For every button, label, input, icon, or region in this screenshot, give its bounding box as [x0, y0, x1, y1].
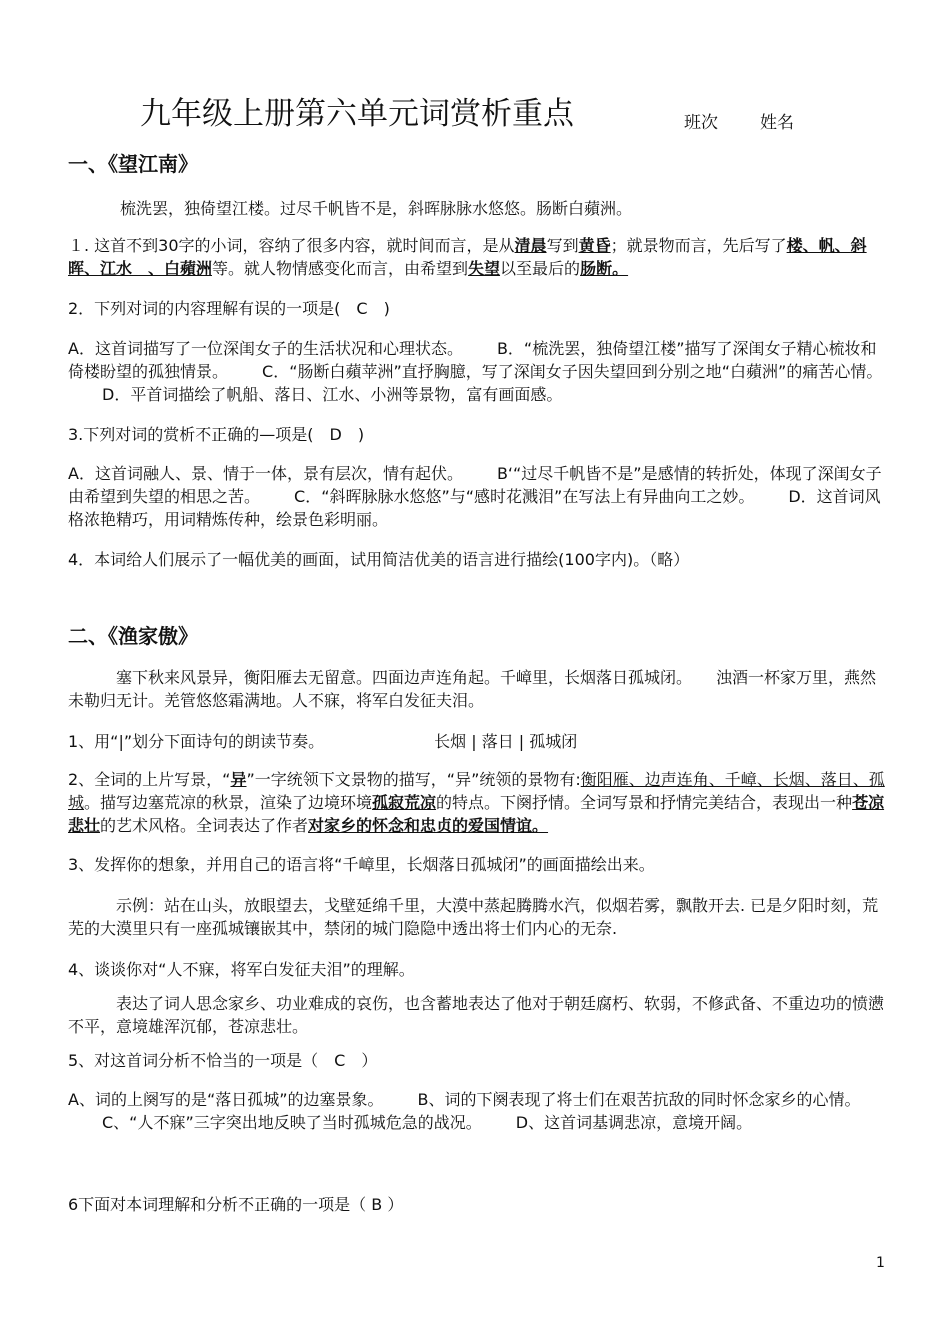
s1-question-1: １. 这首不到30字的小词，容纳了很多内容，就时间而言，是从清晨写到黄昏；就景物而言，先后写了楼、帆、斜晖、江水 、白蘋洲等。就人物情感变化而言，由希望到失望以至最后的肠断。 — [68, 236, 867, 278]
s1-question-2-stem: 2．下列对词的内容理解有误的一项是( C ) — [68, 299, 390, 318]
s2-question-3: 3、发挥你的想象，并用自己的语言将“千嶂里，长烟落日孤城闭”的画面描绘出来。 — [68, 855, 655, 874]
s2-question-4-answer: 表达了词人思念家乡、功业难成的哀伤，也含蓄地表达了他对于朝廷腐朽、软弱，不修武备、不重边功的愤懑不平，意境雄浑沉郁，苍凉悲壮。 — [68, 994, 885, 1036]
name-label: 姓名 — [760, 113, 794, 133]
s1-question-4: 4．本词给人们展示了一幅优美的画面，试用简洁优美的语言进行描绘(100字内)。（略） — [68, 550, 690, 569]
s1-question-2-options: A．这首词描写了一位深闺女子的生活状况和心理状态。 B．“梳洗罢，独倚望江楼”描写了深闺女子精心梳妆和倚楼盼望的孤独情景。 C．“肠断白蘋苹洲”直抒胸臆，写了深闺女子因失望回到分别之地“白蘋洲”的痛苦心情。D．平首词描绘了帆船、落日、江水、小洲等景物，富有画面感。 — [68, 339, 883, 404]
section-1-heading: 一、《望江南》 — [68, 152, 198, 176]
rhythm-answer: 长烟 | 落日 | 孤城闭 — [434, 732, 578, 751]
page-title: 九年级上册第六单元词赏析重点 — [140, 96, 574, 132]
s2-question-5-options: A、词的上阕写的是“落日孤城”的边塞景象。 B、词的下阕表现了将士们在艰苦抗敌的同时怀念家乡的心情。C、“人不寐”三字突出地反映了当时孤城危急的战况。 D、这首词基调悲凉，意境开阔。 — [68, 1090, 861, 1132]
s2-question-4: 4、谈谈你对“人不寐，将军白发征夫泪”的理解。 — [68, 960, 415, 979]
section-2-heading: 二、《渔家傲》 — [68, 624, 198, 648]
class-label: 班次 — [684, 113, 718, 133]
s2-question-1: 1、用“|”划分下面诗句的朗读节奏。 长烟 | 落日 | 孤城闭 — [68, 732, 578, 751]
poem-1: 梳洗罢，独倚望江楼。过尽千帆皆不是，斜晖脉脉水悠悠。肠断白蘋洲。 — [120, 199, 633, 218]
s2-question-5-stem: 5、对这首词分析不恰当的一项是（ C ） — [68, 1051, 378, 1070]
s2-question-3-answer: 示例：站在山头，放眼望去，戈壁延绵千里，大漠中蒸起腾腾水汽，似烟若雾，飘散开去. 已是夕阳时刻，荒芜的大漠里只有一座孤城镶嵌其中，禁闭的城门隐隐中透出将士们内心的无奈. — [68, 896, 879, 938]
s1-question-3-options: A．这首词融人、景、情于一体，景有层次，情有起伏。 B‘“过尽千帆皆不是”是感情的转折处，体现了深闺女子由希望到失望的相思之苦。 C．“斜晖脉脉水悠悠”与“感时花溅泪”在写法上有异曲向工之妙。 D．这首词风格浓艳精巧，用词精炼传种，绘景色彩明丽。 — [68, 464, 882, 529]
poem-2: 塞下秋来风景异，衡阳雁去无留意。四面边声连角起。千嶂里，长烟落日孤城闭。 浊酒一杯家万里，燕然未勒归无计。羌管悠悠霜满地。人不寐，将军白发征夫泪。 — [68, 668, 877, 710]
page-number: 1 — [876, 1255, 885, 1271]
s2-question-2: 2、全词的上片写景，“异”一字统领下文景物的描写，“异”统领的景物有:衡阳雁、边声连角、千嶂、长烟、落日、孤城。描写边塞荒凉的秋景，渲染了边境环境孤寂荒凉的特点。下阕抒情。全词写景和抒情完美结合，表现出一种苍凉悲壮的艺术风格。全词表达了作者对家乡的怀念和忠贞的爱国情谊。 — [68, 770, 885, 835]
s2-question-6: 6下面对本词理解和分析不正确的一项是（ B ） — [68, 1195, 404, 1214]
s1-question-3-stem: 3.下列对词的赏析不正确的—项是( D ) — [68, 425, 365, 444]
